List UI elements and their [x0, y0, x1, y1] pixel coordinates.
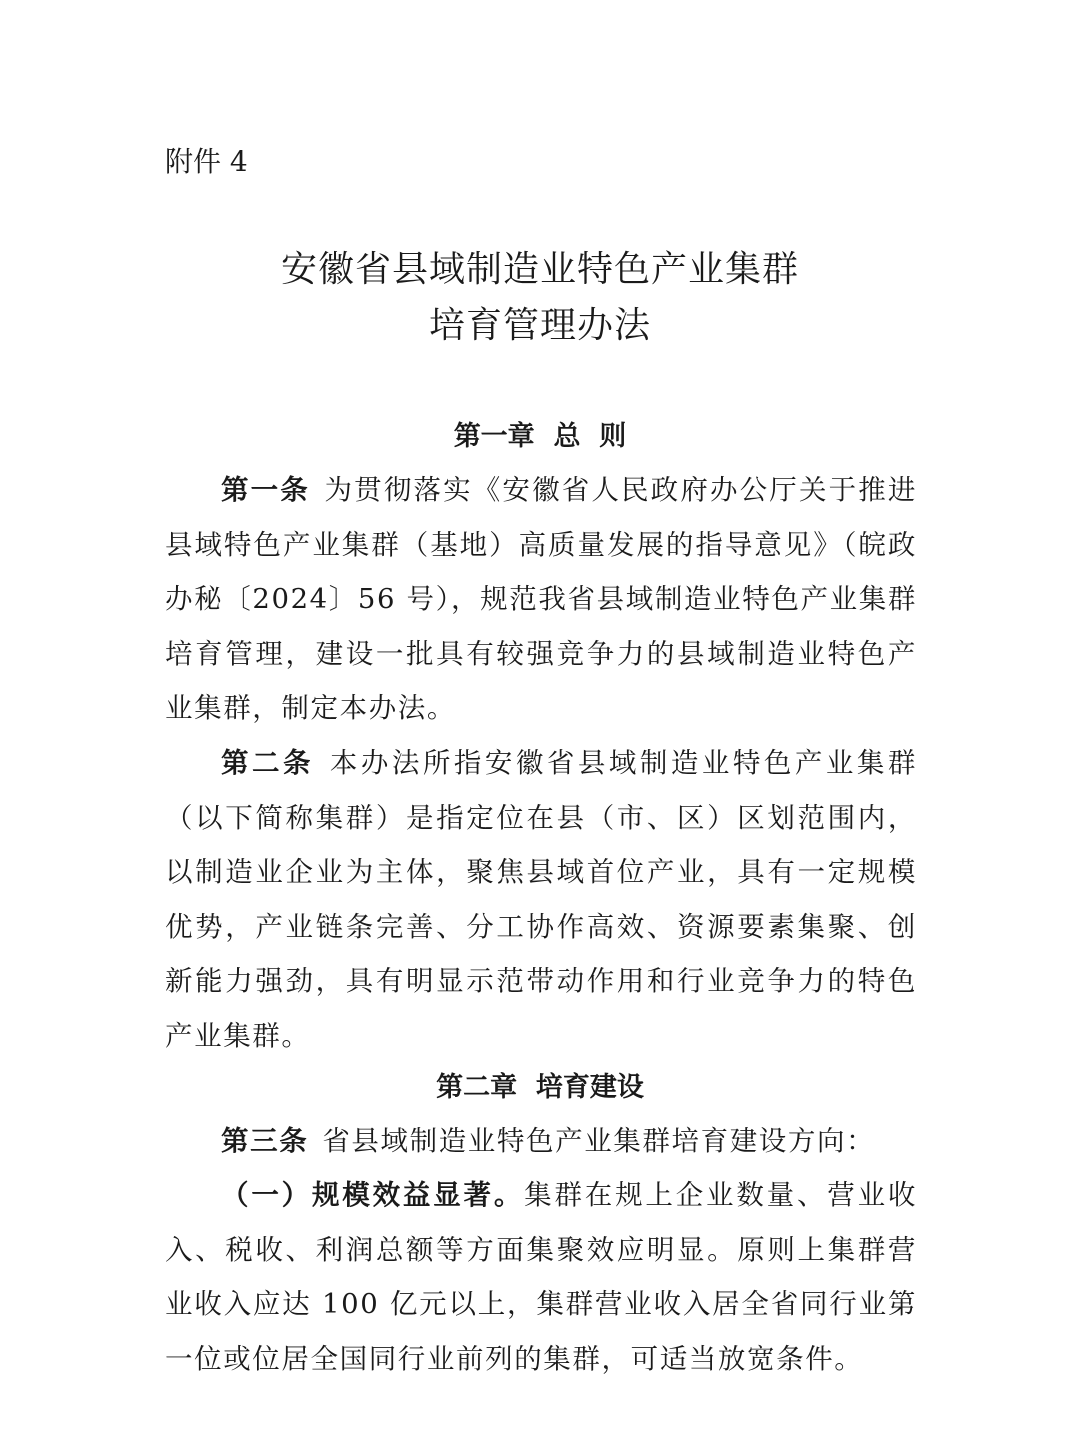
article-3-text: 省县域制造业特色产业集群培育建设方向：: [322, 1125, 876, 1157]
document-title-line-1: 安徽省县域制造业特色产业集群: [280, 249, 799, 290]
item-1: [165, 1168, 917, 1386]
article-1: [165, 463, 917, 736]
chapter-1-heading: 第一章 总 则: [453, 421, 627, 452]
item-1-text: 集群在规上企业数量、营业收入、税收、利润总额等方面集聚效应明显。原则上集群营业收入应达 100 亿元以上，集群营业收入居全省同行业第一位或位居全国同行业前列的集群，可适当放宽条件。: [165, 1179, 917, 1375]
article-1-text: 为贯彻落实《安徽省人民政府办公厅关于推进县域特色产业集群（基地）高质量发展的指导意见》（皖政办秘〔2024〕56 号），规范我省县域制造业特色产业集群培育管理，建设一批具有较强竞争力的县域制造业特色产业集群，制定本办法。: [165, 474, 917, 724]
article-3-lead: 第三条: [221, 1125, 309, 1157]
item-1-lead: （一）规模效益显著。: [221, 1179, 525, 1211]
article-3: [165, 1114, 917, 1169]
article-2: [165, 736, 917, 1063]
article-2-lead: 第二条: [221, 747, 314, 779]
article-1-lead: 第一条: [221, 474, 310, 506]
chapter-2-heading: 第二章 培育建设: [436, 1072, 644, 1103]
document-title-line-2: 培育管理办法: [428, 305, 651, 346]
article-2-text: 本办法所指安徽省县域制造业特色产业集群（以下简称集群）是指定位在县（市、区）区划范围内，以制造业企业为主体，聚焦县域首位产业，具有一定规模优势，产业链条完善、分工协作高效、资源要素集聚、创新能力强劲，具有明显示范带动作用和行业竞争力的特色产业集群。: [165, 747, 917, 1052]
attachment-label: 附件 4: [165, 145, 248, 178]
